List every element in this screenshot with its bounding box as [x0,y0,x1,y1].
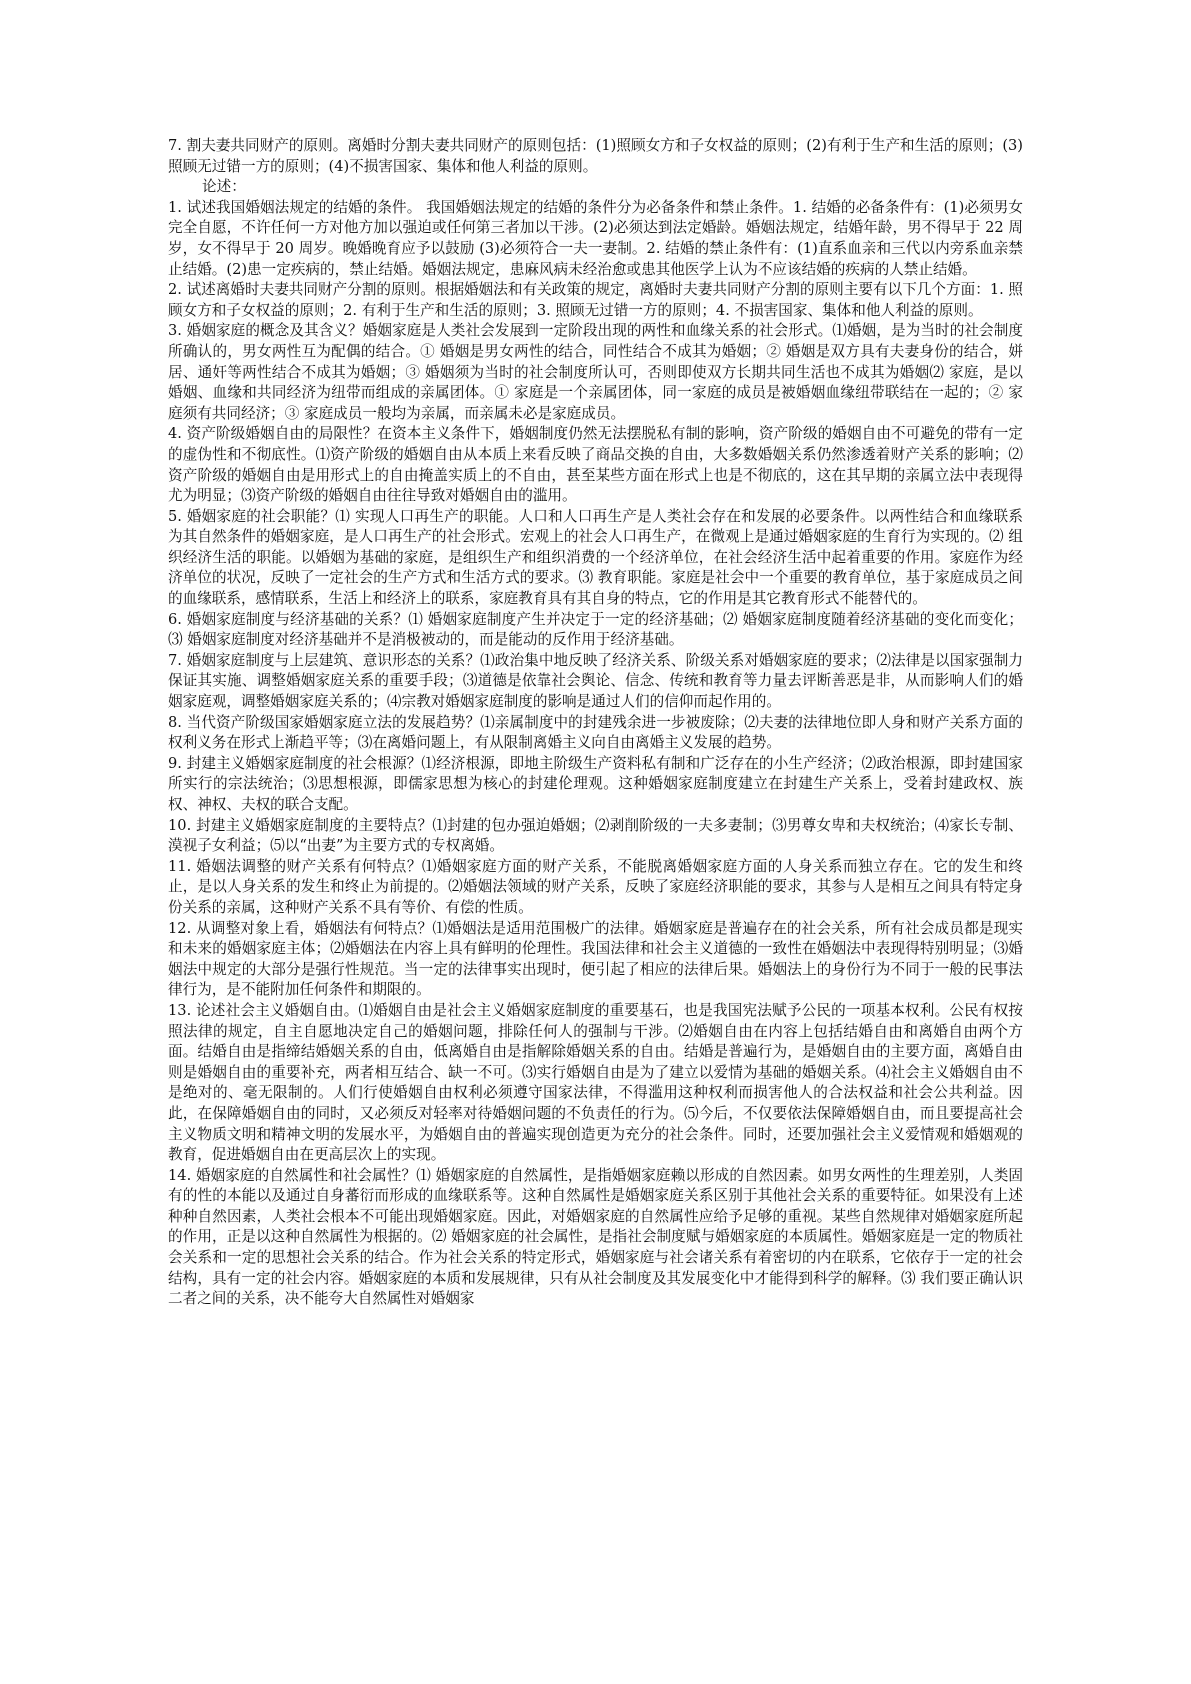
section-heading-lunshu: 论述： [202,178,246,196]
essay-question-13: 13. 论述社会主义婚姻自由。⑴婚姻自由是社会主义婚姻家庭制度的重要基石，也是我国宪法赋予公民的一项基本权利。公民有权按照法律的规定，自主自愿地决定自己的婚姻问题，排除任何人的强制与干涉。⑵婚姻自由在内容上包括结婚自由和离婚自由两个方面。结婚自由是指缔结婚姻关系的自由，低离婚自由是指解除婚姻关系的自由。结婚是普遍行为，是婚姻自由的主要方面，离婚自由则是婚姻自由的重要补充，两者相互结合、缺一不可。⑶实行婚姻自由是为了建立以爱情为基础的婚姻关系。⑷社会主义婚姻自由不是绝对的、毫无限制的。人们行使婚姻自由权利必须遵守国家法律，不得滥用这种权利而损害他人的合法权益和社会公共利益。因此，在保障婚姻自由的同时，又必须反对轻率对待婚姻问题的不负责任的行为。⑸今后，不仅要依法保障婚姻自由，而且要提高社会主义物质文明和精神文明的发展水平，为婚姻自由的普遍实现创造更为充分的社会条件。同时，还要加强社会主义爱情观和婚姻观的教育，促进婚姻自由在更高层次上的实现。 [168,1001,1023,1164]
essay-question-5: 5. 婚姻家庭的社会职能？⑴ 实现人口再生产的职能。人口和人口再生产是人类社会存在和发展的必要条件。以两性结合和血缘联系为其自然条件的婚姻家庭，是人口再生产的社会形式。宏观上的社会人口再生产，在微观上是通过婚姻家庭的生育行为实现的。⑵ 组织经济生活的职能。以婚姻为基础的家庭，是组织生产和组织消费的一个经济单位，在社会经济生活中起着重要的作用。家庭作为经济单位的状况，反映了一定社会的生产方式和生活方式的要求。⑶ 教育职能。家庭是社会中一个重要的教育单位，基于家庭成员之间的血缘联系，感情联系，生活上和经济上的联系，家庭教育具有其自身的特点，它的作用是其它教育形式不能替代的。 [168,507,1023,608]
document-page [168,136,1023,1310]
essay-question-1: 1. 试述我国婚姻法规定的结婚的条件。 我国婚姻法规定的结婚的条件分为必备条件和禁止条件。1. 结婚的必备条件有：(1)必须男女完全自愿，不许任何一方对他方加以强迫或任何第三者加以干涉。(2)必须达到法定婚龄。婚姻法规定，结婚年龄，男不得早于 22 周岁，女不得早于 20 周岁。晚婚晚育应予以鼓励 (3)必须符合一夫一妻制。2. 结婚的禁止条件有：(1)直系血亲和三代以内旁系血亲禁止结婚。(2)患一定疾病的，禁止结婚。婚姻法规定，患麻风病未经治愈或患其他医学上认为不应该结婚的疾病的人禁止结婚。 [168,198,1023,278]
essay-question-10: 10. 封建主义婚姻家庭制度的主要特点？⑴封建的包办强迫婚姻；⑵剥削阶级的一夫多妻制；⑶男尊女卑和夫权统治；⑷家长专制、漠视子女利益；⑸以“出妻”为主要方式的专权离婚。 [168,816,1023,855]
essay-question-9: 9. 封建主义婚姻家庭制度的社会根源？⑴经济根源，即地主阶级生产资料私有制和广泛存在的小生产经济；⑵政治根源，即封建国家所实行的宗法统治；⑶思想根源，即儒家思想为核心的封建伦理观。这种婚姻家庭制度建立在封建生产关系上，受着封建政权、族权、神权、夫权的联合支配。 [168,754,1023,813]
essay-question-8: 8. 当代资产阶级国家婚姻家庭立法的发展趋势？⑴亲属制度中的封建残余进一步被废除；⑵夫妻的法律地位即人身和财产关系方面的权利义务在形式上渐趋平等；⑶在离婚问题上，有从限制离婚主义向自由离婚主义发展的趋势。 [168,713,1023,752]
essay-question-12: 12. 从调整对象上看，婚姻法有何特点？⑴婚姻法是适用范围极广的法律。婚姻家庭是普遍存在的社会关系，所有社会成员都是现实和未来的婚姻家庭主体；⑵婚姻法在内容上具有鲜明的伦理性。我国法律和社会主义道德的一致性在婚姻法中表现得特别明显；⑶婚姻法中规定的大部分是强行性规范。当一定的法律事实出现时，便引起了相应的法律后果。婚姻法上的身份行为不同于一般的民事法律行为，是不能附加任何条件和期限的。 [168,919,1023,999]
essay-question-4: 4. 资产阶级婚姻自由的局限性？在资本主义条件下，婚姻制度仍然无法摆脱私有制的影响，资产阶级的婚姻自由不可避免的带有一定的虚伪性和不彻底性。⑴资产阶级的婚姻自由从本质上来看反映了商品交换的自由，大多数婚姻关系仍然渗透着财产关系的影响；⑵资产阶级的婚姻自由是用形式上的自由掩盖实质上的不自由，甚至某些方面在形式上也是不彻底的，这在其早期的亲属立法中表现得尤为明显；⑶资产阶级的婚姻自由往往导致对婚姻自由的滥用。 [168,425,1023,505]
essay-question-2: 2. 试述离婚时夫妻共同财产分割的原则。根据婚姻法和有关政策的规定，离婚时夫妻共同财产分割的原则主要有以下几个方面：1. 照顾女方和子女权益的原则；2. 有利于生产和生活的原则；3. 照顾无过错一方的原则；4. 不损害国家、集体和他人利益的原则。 [168,281,1023,319]
essay-question-11: 11. 婚姻法调整的财产关系有何特点？⑴婚姻家庭方面的财产关系，不能脱离婚姻家庭方面的人身关系而独立存在。它的发生和终止，是以人身关系的发生和终止为前提的。⑵婚姻法领域的财产关系，反映了家庭经济职能的要求，其参与人是相互之间具有特定身份关系的亲属，这种财产关系不具有等价、有偿的性质。 [168,857,1023,916]
essay-question-14: 14. 婚姻家庭的自然属性和社会属性？⑴ 婚姻家庭的自然属性，是指婚姻家庭赖以形成的自然因素。如男女两性的生理差别，人类固有的性的本能以及通过自身蕃衍而形成的血缘联系等。这种自然属性是婚姻家庭关系区别于其他社会关系的重要特征。如果没有上述种种自然因素，人类社会根本不可能出现婚姻家庭。因此，对婚姻家庭的自然属性应给予足够的重视。某些自然规律对婚姻家庭所起的作用，正是以这种自然属性为根据的。⑵ 婚姻家庭的社会属性，是指社会制度赋与婚姻家庭的本质属性。婚姻家庭是一定的物质社会关系和一定的思想社会关系的结合。作为社会关系的特定形式，婚姻家庭与社会诸关系有着密切的内在联系，它依存于一定的社会结构，具有一定的社会内容。婚姻家庭的本质和发展规律，只有从社会制度及其发展变化中才能得到科学的解释。⑶ 我们要正确认识二者之间的关系，决不能夸大自然属性对婚姻家 [168,1166,1023,1308]
paragraph-split-property: 7. 割夫妻共同财产的原则。离婚时分割夫妻共同财产的原则包括：(1)照顾女方和子女权益的原则；(2)有利于生产和生活的原则；(3)照顾无过错一方的原则；(4)不损害国家、集体和他人利益的原则。 [168,137,1023,175]
essay-question-3: 3. 婚姻家庭的概念及其含义？婚姻家庭是人类社会发展到一定阶段出现的两性和血缘关系的社会形式。⑴婚姻，是为当时的社会制度所确认的，男女两性互为配偶的结合。① 婚姻是男女两性的结合，同性结合不成其为婚姻；② 婚姻是双方具有夫妻身份的结合，姘居、通奸等两性结合不成其为婚姻；③ 婚姻须为当时的社会制度所认可，否则即使双方长期共同生活也不成其为婚姻⑵ 家庭，是以婚姻、血缘和共同经济为纽带而组成的亲属团体。① 家庭是一个亲属团体，同一家庭的成员是被婚姻血缘纽带联结在一起的；② 家庭须有共同经济；③ 家庭成员一般均为亲属，而亲属未必是家庭成员。 [168,322,1023,422]
essay-question-6: 6. 婚姻家庭制度与经济基础的关系？⑴ 婚姻家庭制度产生并决定于一定的经济基础；⑵ 婚姻家庭制度随着经济基础的变化而变化；⑶ 婚姻家庭制度对经济基础并不是消极被动的，而是能动的反作用于经济基础。 [168,610,1023,649]
essay-question-7: 7. 婚姻家庭制度与上层建筑、意识形态的关系？⑴政治集中地反映了经济关系、阶级关系对婚姻家庭的要求；⑵法律是以国家强制力保证其实施、调整婚姻家庭关系的重要手段；⑶道德是依靠社会舆论、信念、传统和教育等力量去评断善恶是非，从而影响人们的婚姻家庭观，调整婚姻家庭关系的；⑷宗教对婚姻家庭制度的影响是通过人们的信仰而起作用的。 [168,651,1023,711]
